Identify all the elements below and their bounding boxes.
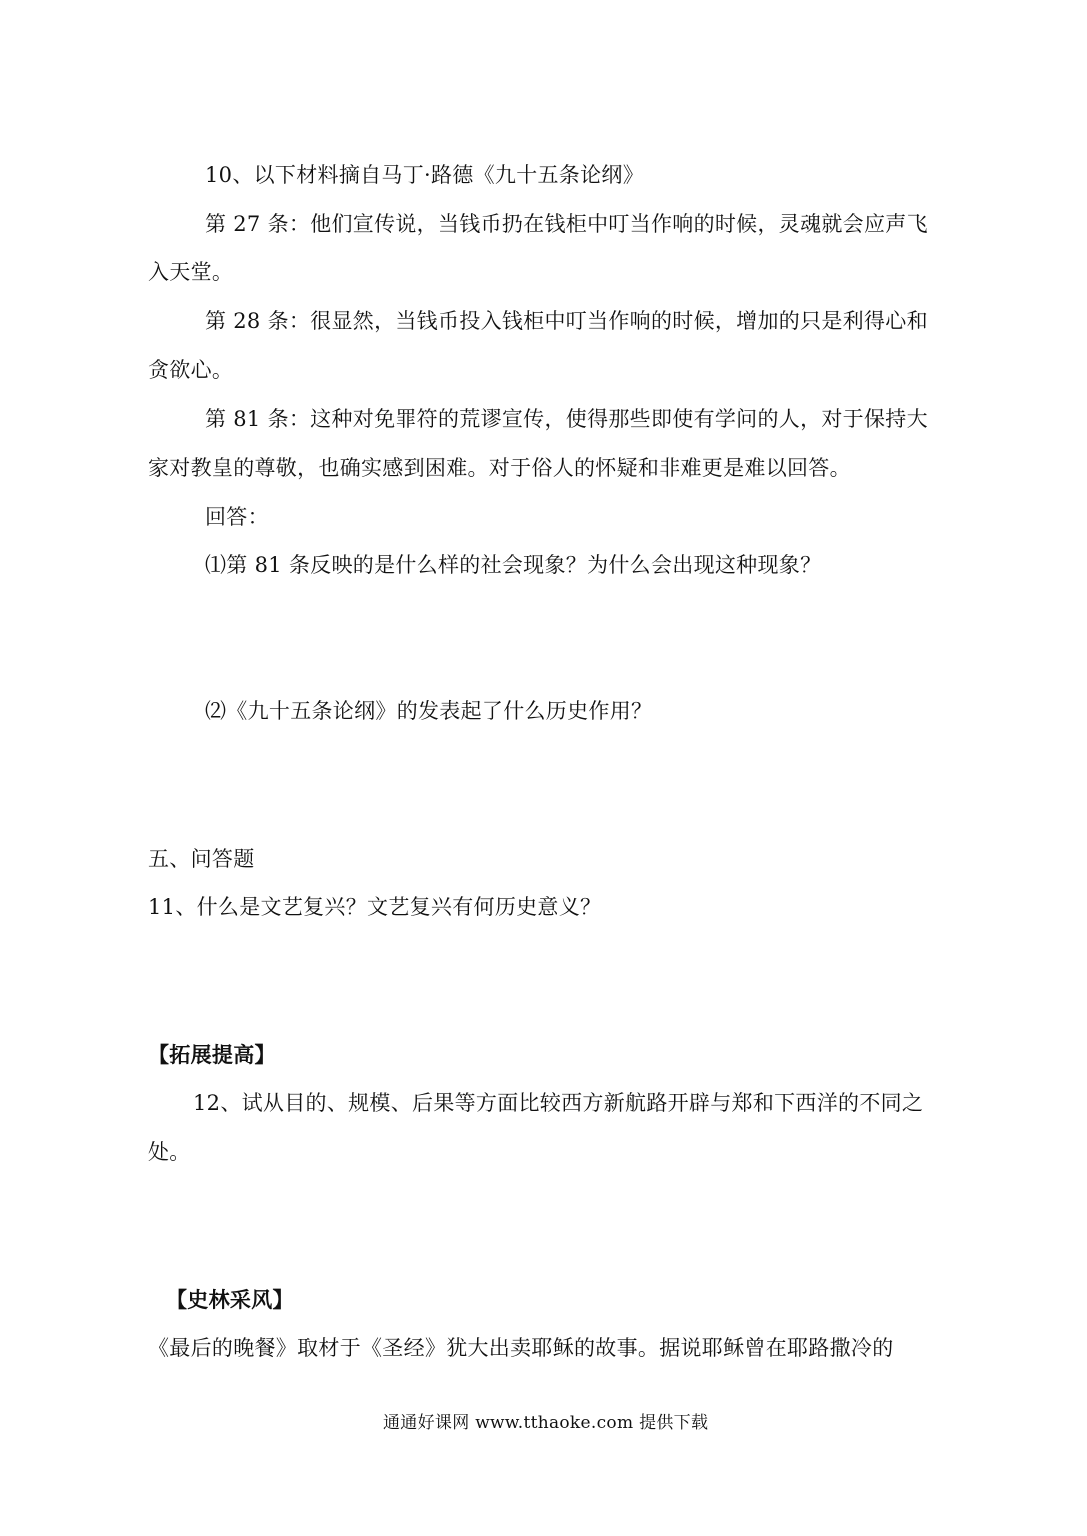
article-27-line-1: 第 27 条：他们宣传说，当钱币扔在钱柜中叮当作响的时候，灵魂就会应声飞 [205, 212, 928, 236]
history-notes-line-1: 《最后的晚餐》取材于《圣经》犹大出卖耶稣的故事。据说耶稣曾在耶路撒冷的 [148, 1336, 894, 1360]
article-27-line-2: 入天堂。 [148, 260, 234, 284]
question-12-line-2: 处。 [148, 1140, 191, 1164]
sub-question-1: ⑴第 81 条反映的是什么样的社会现象？为什么会出现这种现象？ [205, 553, 822, 577]
section-5-title: 五、问答题 [148, 847, 255, 871]
article-28-line-2: 贪欲心。 [148, 358, 234, 382]
article-28-line-1: 第 28 条：很显然，当钱币投入钱柜中叮当作响的时候，增加的只是利得心和 [205, 309, 928, 333]
article-81-line-1: 第 81 条：这种对免罪符的荒谬宣传，使得那些即使有学问的人，对于保持大 [205, 407, 928, 431]
question-11: 11、什么是文艺复兴？文艺复兴有何历史意义？ [148, 895, 602, 919]
page-footer: 通通好课网 www.tthaoke.com 提供下载 [383, 1413, 709, 1433]
extension-heading: 【拓展提高】 [148, 1043, 276, 1067]
question-12-line-1: 12、试从目的、规模、后果等方面比较西方新航路开辟与郑和下西洋的不同之 [193, 1091, 924, 1115]
article-81-line-2: 家对教皇的尊敬，也确实感到困难。对于俗人的怀疑和非难更是难以回答。 [148, 456, 851, 480]
q10-title: 10、以下材料摘自马丁·路德《九十五条论纲》 [205, 163, 644, 187]
history-notes-heading: 【史林采风】 [166, 1288, 294, 1312]
answer-label: 回答： [205, 505, 269, 529]
sub-question-2: ⑵《九十五条论纲》的发表起了什么历史作用？ [205, 699, 653, 723]
